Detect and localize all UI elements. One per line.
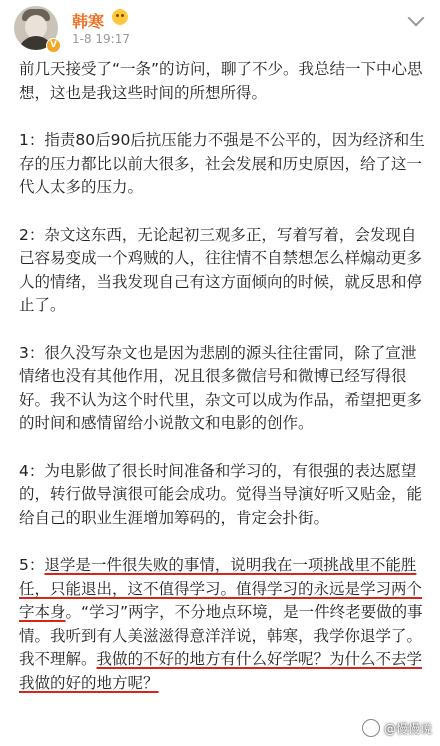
- post-timestamp: 1-8 19:17: [72, 32, 130, 46]
- paragraph-intro: 前几天接受了“一条”的访问，聊了不少。我总结一下中心思想，这也是我这些时间的所想所得。: [19, 60, 423, 102]
- paragraph-5-middle: 。“学习”两字，不分地点环境，是一件终老要做的事情。我听到有人美滋滋得意洋洋说，韩寒，我学你退学了。我不理解。: [19, 603, 423, 668]
- chevron-down-icon[interactable]: [408, 10, 425, 27]
- underlined-text-2: 我做的不好的地方有什么好学呢？为什么不去学我做的好的地方呢？: [19, 650, 423, 692]
- paragraph-3: 3：很久没写杂文也是因为悲剧的源头往往雷同，除了宣泄情绪也没有其他作用，况且很多微信号和微博已经写得很好。我不认为这个时代里，杂文可以成为作品，希望把更多的时间和感情留给小说散文和电影的创作。: [19, 343, 423, 432]
- post-body: [19, 58, 429, 695]
- paragraph-5-prefix: 5：: [19, 556, 45, 574]
- watermark-logo-icon: [362, 719, 380, 737]
- watermark: [362, 719, 432, 737]
- verified-badge-icon: V: [46, 38, 61, 53]
- paragraph-5: [19, 554, 429, 695]
- watermark-text: @慢慢说: [383, 721, 432, 736]
- post-header: [0, 0, 440, 56]
- paragraph-2: 2：杂文这东西，无论起初三观多正，写着写着，会发现自己容易变成一个鸡贼的人，往往情不自禁想怎么样煽动更多人的情绪，当我发现自己有这方面倾向的时候，就反思和停止了。: [19, 225, 423, 314]
- paragraph-1: 1：指责80后90后抗压能力不强是不公平的，因为经济和生存的压力都比以前大很多，社会发展和历史原因，给了这一代人太多的压力。: [19, 131, 425, 196]
- username[interactable]: 韩寒: [72, 12, 105, 31]
- paragraph-4: 4：为电影做了很长时间准备和学习的，有很强的表达愿望的，转行做导演很可能会成功。觉得当导演好听又贴金，能给自己的职业生涯增加筹码的，肯定会扑街。: [19, 461, 423, 527]
- smile-emoji-icon: [112, 9, 128, 25]
- underlined-text-1: 退学是一件很失败的事情，说明我在一项挑战里不能胜任，只能退出，这不值得学习。值得学习的永远是学习两个字本身: [19, 556, 423, 621]
